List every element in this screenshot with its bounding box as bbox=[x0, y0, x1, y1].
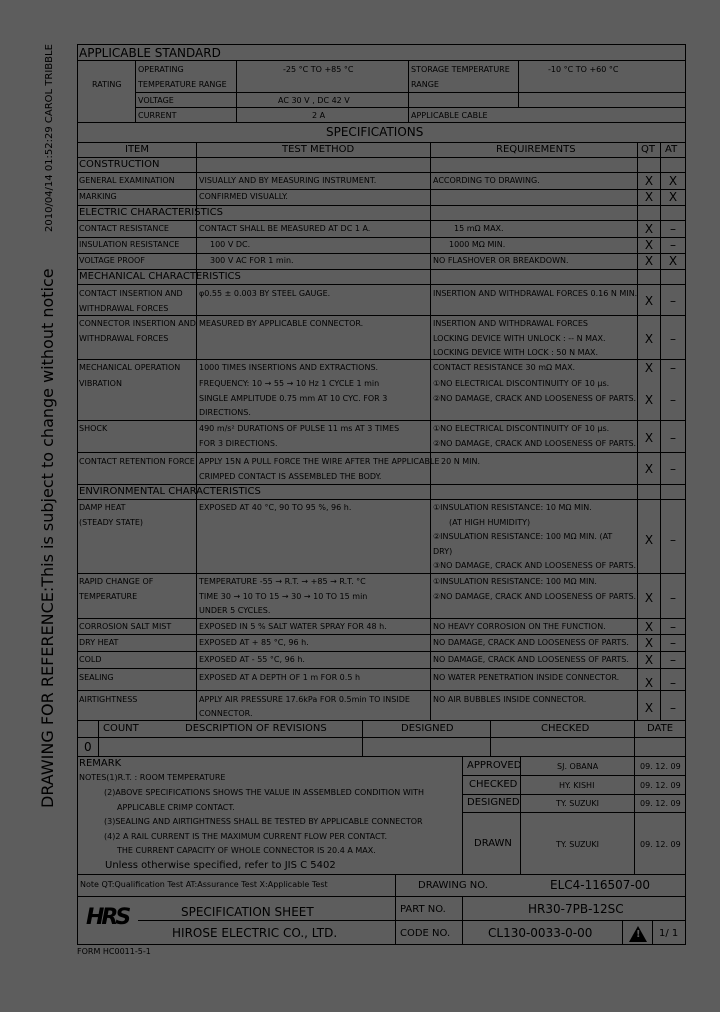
specifications-title: SPECIFICATIONS bbox=[326, 125, 424, 139]
r7-at-mark: – bbox=[670, 332, 676, 346]
r8-req: CONTACT RESISTANCE 30 mΩ MAX. bbox=[433, 363, 576, 372]
r17-at-mark: – bbox=[670, 676, 676, 690]
r13-qt-mark: X bbox=[644, 591, 654, 605]
r2-qt-mark: X bbox=[644, 190, 654, 204]
r1-req: ACCORDING TO DRAWING. bbox=[433, 176, 540, 185]
form-number: FORM HC0011-5-1 bbox=[77, 947, 151, 956]
remark-line3: APPLICABLE CRIMP CONTACT. bbox=[117, 803, 235, 812]
drawing-no-value: ELC4-116507-00 bbox=[550, 878, 651, 892]
r18-at-mark: – bbox=[670, 701, 676, 715]
hrs-logo: HRS bbox=[86, 905, 129, 930]
op-temp-label: OPERATING bbox=[138, 65, 184, 74]
r7-item: CONNECTOR INSERTION AND bbox=[79, 319, 196, 328]
r10-req2: ②NO DAMAGE, CRACK AND LOOSENESS OF PARTS. bbox=[433, 439, 637, 448]
r12-req3: ②INSULATION RESISTANCE: 100 MΩ MIN. (AT bbox=[433, 532, 613, 541]
r17-req: NO WATER PENETRATION INSIDE CONNECTOR. bbox=[433, 673, 620, 682]
col-requirements: REQUIREMENTS bbox=[496, 144, 576, 155]
drawn-name: TY. SUZUKI bbox=[556, 840, 599, 849]
r10-method: 490 m/s² DURATIONS OF PULSE 11 ms AT 3 TIMES bbox=[199, 424, 400, 433]
r17-item: SEALING bbox=[79, 673, 114, 682]
r6-item: CONTACT INSERTION AND bbox=[79, 289, 183, 298]
r16-req: NO DAMAGE, CRACK AND LOOSENESS OF PARTS. bbox=[433, 655, 629, 664]
r8-at-mark: – bbox=[670, 361, 676, 375]
r12-req: ①INSULATION RESISTANCE: 10 MΩ MIN. bbox=[433, 503, 592, 512]
r7-req: INSERTION AND WITHDRAWAL FORCES bbox=[433, 319, 589, 328]
reference-notice: DRAWING FOR REFERENCE:This is subject to change without notice bbox=[38, 268, 57, 808]
r15-qt-mark: X bbox=[644, 636, 654, 650]
r9-item: VIBRATION bbox=[79, 379, 122, 388]
warning-triangle-icon bbox=[629, 926, 647, 942]
section-mechanical: MECHANICAL CHARACTERISTICS bbox=[79, 271, 241, 282]
r11-qt-mark: X bbox=[644, 462, 654, 476]
col-qt: QT bbox=[641, 144, 655, 155]
sheet-number: 1/ 1 bbox=[659, 928, 679, 939]
code-no-value: CL130-0033-0-00 bbox=[488, 926, 593, 940]
r16-item: COLD bbox=[79, 655, 102, 664]
rev-row-count: 0 bbox=[84, 740, 92, 754]
remark-line7: Unless otherwise specified, refer to JIS C 5402 bbox=[105, 860, 336, 871]
applicable-standard-title: APPLICABLE STANDARD bbox=[79, 46, 221, 60]
applicable-cable-label: APPLICABLE CABLE bbox=[411, 111, 488, 120]
r11-req: 20 N MIN. bbox=[441, 457, 481, 466]
voltage-value: AC 30 V , DC 42 V bbox=[278, 96, 350, 105]
r14-at-mark: – bbox=[670, 620, 676, 634]
op-temp-label2: TEMPERATURE RANGE bbox=[138, 80, 227, 89]
r3-req: 15 mΩ MAX. bbox=[454, 224, 504, 233]
r4-method: 100 V DC. bbox=[210, 240, 251, 249]
current-value: 2 A bbox=[312, 111, 326, 120]
r12-method: EXPOSED AT 40 °C, 90 TO 95 %, 96 h. bbox=[199, 503, 352, 512]
designed-label: DESIGNED bbox=[467, 797, 520, 808]
col-item: ITEM bbox=[125, 144, 150, 155]
section-construction: CONSTRUCTION bbox=[79, 159, 160, 170]
r9-method3: DIRECTIONS. bbox=[199, 408, 251, 417]
r14-item: CORROSION SALT MIST bbox=[79, 622, 172, 631]
r3-method: CONTACT SHALL BE MEASURED AT DC 1 A. bbox=[199, 224, 371, 233]
r2-item: MARKING bbox=[79, 192, 117, 201]
approved-label: APPROVED bbox=[467, 760, 522, 771]
r13-method: TEMPERATURE -55 → R.T. → +85 → R.T. °C bbox=[199, 577, 366, 586]
r9-req2: ②NO DAMAGE, CRACK AND LOOSENESS OF PARTS. bbox=[433, 394, 637, 403]
rev-col-desc: DESCRIPTION OF REVISIONS bbox=[185, 723, 327, 734]
r10-at-mark: – bbox=[670, 431, 676, 445]
r5-qt-mark: X bbox=[644, 254, 654, 268]
r10-item: SHOCK bbox=[79, 424, 108, 433]
r6-qt-mark: X bbox=[644, 294, 654, 308]
company-name: HIROSE ELECTRIC CO., LTD. bbox=[172, 926, 338, 940]
section-environmental: ENVIRONMENTAL CHARACTERISTICS bbox=[79, 486, 261, 497]
remark-line6: THE CURRENT CAPACITY OF WHOLE CONNECTOR IS 20.4 A MAX. bbox=[117, 846, 376, 855]
remark-line1: NOTES(1)R.T. : ROOM TEMPERATURE bbox=[79, 773, 226, 782]
r9-qt-mark: X bbox=[644, 393, 654, 407]
rating-label: RATING bbox=[92, 80, 122, 89]
current-label: CURRENT bbox=[138, 111, 177, 120]
r16-qt-mark: X bbox=[644, 653, 654, 667]
r1-item: GENERAL EXAMINATION bbox=[79, 176, 175, 185]
storage-label: STORAGE TEMPERATURE bbox=[411, 65, 510, 74]
r13-at-mark: – bbox=[670, 591, 676, 605]
r14-method: EXPOSED IN 5 % SALT WATER SPRAY FOR 48 h. bbox=[199, 622, 387, 631]
r16-at-mark: – bbox=[670, 653, 676, 667]
r6-req: INSERTION AND WITHDRAWAL FORCES 0.16 N MIN. bbox=[433, 289, 638, 298]
r6-at-mark: – bbox=[670, 294, 676, 308]
r4-at-mark: – bbox=[670, 238, 676, 252]
r7-method: MEASURED BY APPLICABLE CONNECTOR. bbox=[199, 319, 364, 328]
drawing-no-label: DRAWING NO. bbox=[418, 880, 488, 891]
r4-req: 1000 MΩ MIN. bbox=[449, 240, 506, 249]
r7-qt-mark: X bbox=[644, 332, 654, 346]
r12-item2: (STEADY STATE) bbox=[79, 518, 144, 527]
approved-date: 09. 12. 09 bbox=[640, 762, 681, 771]
r5-method: 300 V AC FOR 1 min. bbox=[210, 256, 294, 265]
r13-req2: ②NO DAMAGE, CRACK AND LOOSENESS OF PARTS. bbox=[433, 592, 637, 601]
rev-col-count: COUNT bbox=[103, 723, 139, 734]
r13-method3: UNDER 5 CYCLES. bbox=[199, 606, 271, 615]
r18-item: AIRTIGHTNESS bbox=[79, 695, 138, 704]
r11-at-mark: – bbox=[670, 462, 676, 476]
op-temp-value: -25 °C TO +85 °C bbox=[283, 65, 354, 74]
r9-at-mark: – bbox=[670, 393, 676, 407]
remark-line2: (2)ABOVE SPECIFICATIONS SHOWS THE VALUE IN ASSEMBLED CONDITION WITH bbox=[104, 788, 424, 797]
r15-at-mark: – bbox=[670, 636, 676, 650]
r1-at-mark: X bbox=[668, 174, 678, 188]
r18-method: APPLY AIR PRESSURE 17.6kPa FOR 0.5min TO INSIDE bbox=[199, 695, 410, 704]
sheet-title: SPECIFICATION SHEET bbox=[181, 905, 314, 919]
r14-qt-mark: X bbox=[644, 620, 654, 634]
r8-item: MECHANICAL OPERATION bbox=[79, 363, 181, 372]
remark-title: REMARK bbox=[79, 758, 122, 769]
r11-item: CONTACT RETENTION FORCE bbox=[79, 457, 195, 466]
r12-req4: DRY) bbox=[433, 547, 453, 556]
r12-at-mark: – bbox=[670, 533, 676, 547]
r10-method2: FOR 3 DIRECTIONS. bbox=[199, 439, 278, 448]
r16-method: EXPOSED AT - 55 °C, 96 h. bbox=[199, 655, 305, 664]
r12-item: DAMP HEAT bbox=[79, 503, 126, 512]
part-no-value: HR30-7PB-12SC bbox=[528, 902, 624, 916]
r13-item2: TEMPERATURE bbox=[79, 592, 138, 601]
r1-method: VISUALLY AND BY MEASURING INSTRUMENT. bbox=[199, 176, 377, 185]
storage-value: -10 °C TO +60 °C bbox=[548, 65, 619, 74]
r18-qt-mark: X bbox=[644, 701, 654, 715]
part-no-label: PART NO. bbox=[400, 904, 446, 915]
section-electric: ELECTRIC CHARACTERISTICS bbox=[79, 207, 223, 218]
designed-name: TY. SUZUKI bbox=[556, 799, 599, 808]
r7-req3: LOCKING DEVICE WITH LOCK : 50 N MAX. bbox=[433, 348, 599, 357]
remark-line5: (4)2 A RAIL CURRENT IS THE MAXIMUM CURRENT FLOW PER CONTACT. bbox=[104, 832, 388, 841]
r12-qt-mark: X bbox=[644, 533, 654, 547]
voltage-label: VOLTAGE bbox=[138, 96, 174, 105]
r2-method: CONFIRMED VISUALLY. bbox=[199, 192, 288, 201]
rev-col-checked: CHECKED bbox=[541, 723, 590, 734]
note-text: Note QT:Qualification Test AT:Assurance Test X:Applicable Test bbox=[80, 880, 328, 889]
r17-method: EXPOSED AT A DEPTH OF 1 m FOR 0.5 h bbox=[199, 673, 361, 682]
r9-req: ①NO ELECTRICAL DISCONTINUITY OF 10 μs. bbox=[433, 379, 610, 388]
r13-method2: TIME 30 → 10 TO 15 → 30 → 10 TO 15 min bbox=[199, 592, 368, 601]
r11-method2: CRIMPED CONTACT IS ASSEMBLED THE BODY. bbox=[199, 472, 382, 481]
storage-label2: RANGE bbox=[411, 80, 439, 89]
col-at: AT bbox=[665, 144, 678, 155]
r9-method2: SINGLE AMPLITUDE 0.75 mm AT 10 CYC. FOR 3 bbox=[199, 394, 388, 403]
r7-req2: LOCKING DEVICE WITH UNLOCK : -- N MAX. bbox=[433, 334, 606, 343]
r12-req2: (AT HIGH HUMIDITY) bbox=[449, 518, 531, 527]
r17-qt-mark: X bbox=[644, 676, 654, 690]
r18-req: NO AIR BUBBLES INSIDE CONNECTOR. bbox=[433, 695, 587, 704]
drawn-label: DRAWN bbox=[474, 838, 512, 849]
r3-qt-mark: X bbox=[644, 222, 654, 236]
checked-name: HY. KISHI bbox=[559, 781, 595, 790]
drawn-date: 09. 12. 09 bbox=[640, 840, 681, 849]
r13-item: RAPID CHANGE OF bbox=[79, 577, 154, 586]
r15-item: DRY HEAT bbox=[79, 638, 119, 647]
r3-at-mark: – bbox=[670, 222, 676, 236]
r2-at-mark: X bbox=[668, 190, 678, 204]
r7-item2: WITHDRAWAL FORCES bbox=[79, 334, 169, 343]
r10-req: ①NO ELECTRICAL DISCONTINUITY OF 10 μs. bbox=[433, 424, 610, 433]
rev-col-designed: DESIGNED bbox=[401, 723, 454, 734]
r9-method: FREQUENCY: 10 → 55 → 10 Hz 1 CYCLE 1 min bbox=[199, 379, 380, 388]
r8-qt-mark: X bbox=[644, 361, 654, 375]
rev-col-date: DATE bbox=[647, 723, 674, 734]
r4-qt-mark: X bbox=[644, 238, 654, 252]
remark-line4: (3)SEALING AND AIRTIGHTNESS SHALL BE TESTED BY APPLICABLE CONNECTOR bbox=[104, 817, 423, 826]
r15-req: NO DAMAGE, CRACK AND LOOSENESS OF PARTS. bbox=[433, 638, 629, 647]
r14-req: NO HEAVY CORROSION ON THE FUNCTION. bbox=[433, 622, 606, 631]
r15-method: EXPOSED AT + 85 °C, 96 h. bbox=[199, 638, 309, 647]
r6-method: φ0.55 ± 0.003 BY STEEL GAUGE. bbox=[199, 289, 331, 298]
r5-req: NO FLASHOVER OR BREAKDOWN. bbox=[433, 256, 569, 265]
checked-date: 09. 12. 09 bbox=[640, 781, 681, 790]
col-test-method: TEST METHOD bbox=[282, 144, 355, 155]
r4-item: INSULATION RESISTANCE bbox=[79, 240, 180, 249]
approved-name: SJ. OBANA bbox=[557, 762, 599, 771]
r18-method2: CONNECTOR. bbox=[199, 709, 253, 718]
r10-qt-mark: X bbox=[644, 431, 654, 445]
r8-method: 1000 TIMES INSERTIONS AND EXTRACTIONS. bbox=[199, 363, 379, 372]
r12-req5: ③NO DAMAGE, CRACK AND LOOSENESS OF PARTS. bbox=[433, 561, 637, 570]
r3-item: CONTACT RESISTANCE bbox=[79, 224, 169, 233]
timestamp-text: 2010/04/14 01:52:29 CAROL TRIBBLE bbox=[44, 44, 55, 232]
checked-label: CHECKED bbox=[469, 779, 518, 790]
code-no-label: CODE NO. bbox=[400, 928, 451, 939]
r5-at-mark: X bbox=[668, 254, 678, 268]
r5-item: VOLTAGE PROOF bbox=[79, 256, 145, 265]
r13-req: ①INSULATION RESISTANCE: 100 MΩ MIN. bbox=[433, 577, 597, 586]
r11-method: APPLY 15N A PULL FORCE THE WIRE AFTER THE APPLICABLE bbox=[199, 457, 440, 466]
r6-item2: WITHDRAWAL FORCES bbox=[79, 304, 169, 313]
r1-qt-mark: X bbox=[644, 174, 654, 188]
designed-date: 09. 12. 09 bbox=[640, 799, 681, 808]
